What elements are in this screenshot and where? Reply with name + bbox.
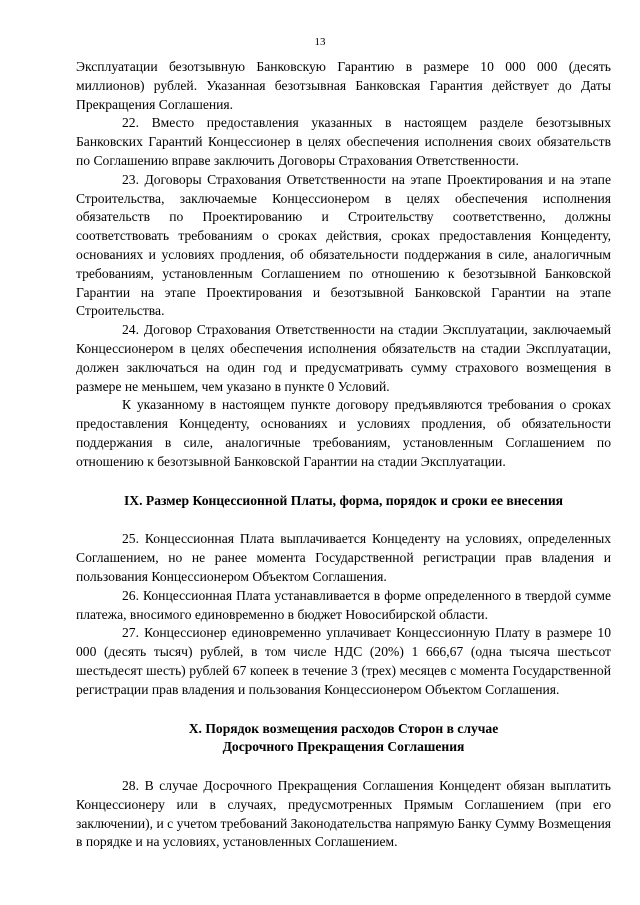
paragraph-22: 22. Вместо предоставления указанных в настоящем разделе безотзывных Банковских Гарантий Концессионер в целях обеспечения исполнения своих обязательств по Соглашению вправе заключить Договоры Страхования Ответственности. xyxy=(76,115,611,168)
document-body xyxy=(76,58,611,852)
section-x-heading-line2: Досрочного Прекращения Соглашения xyxy=(222,739,465,755)
paragraph-24-requirements: К указанному в настоящем пункте договору предъявляются требования о сроках предоставления Концеденту, основаниях и условиях продления, об обязательности поддержания в силе, аналогичные требованиям, установленным Соглашением по отношению к безотзывной Банковской Гарантии на стадии Эксплуатации. xyxy=(76,397,611,469)
page-number: 13 xyxy=(314,36,326,48)
paragraph-24: 24. Договор Страхования Ответственности на стадии Эксплуатации, заключаемый Концессионером в целях обеспечения исполнения обязательств на стадии Эксплуатации, должен заключаться на один год и предусматривать сумму страхового возмещения в размере не меньшем, чем указано в пункте 0 Условий. xyxy=(76,322,611,394)
section-ix-heading: IX. Размер Концессионной Платы, форма, порядок и сроки ее внесения xyxy=(123,492,564,508)
paragraph-continuation: Эксплуатации безотзывную Банковскую Гарантию в размере 10 000 000 (десять миллионов) рублей. Указанная безотзывная Банковская Гарантия действует до Даты Прекращения Соглашения. xyxy=(76,59,611,112)
paragraph-26: 26. Концессионная Плата устанавливается в форме определенного в твердой сумме платежа, вносимого единовременно в бюджет Новосибирской области. xyxy=(76,587,611,622)
paragraph-23: 23. Договоры Страхования Ответственности на этапе Проектирования и на этапе Строительства, заключаемые Концессионером в целях обеспечения исполнения обязательств по Проектированию и Строительству соответственно, должны соответствовать требованиям о сроках действия, сроках предоставления Концеденту, основаниях и условиях продления, об обязательности поддержания в силе, аналогичным требованиям, установленным Соглашением по отношению к безотзывной Банковской Гарантии на этапе Проектирования и безотзывной Банковской Гарантии на этапе Строительства. xyxy=(76,171,611,319)
paragraph-28: 28. В случае Досрочного Прекращения Соглашения Концедент обязан выплатить Концессионеру или в случаях, предусмотренных Прямым Соглашением (при его заключении), и с учетом требований Законодательства напрямую Банку Сумму Возмещения в порядке и на условиях, установленных Соглашением. xyxy=(76,778,611,850)
section-x-heading-line1: X. Порядок возмещения расходов Сторон в случае xyxy=(188,720,499,736)
paragraph-25: 25. Концессионная Плата выплачивается Концеденту на условиях, определенных Соглашением, но не ранее момента Государственной регистрации прав владения и пользования Концессионером Объектом Соглашения. xyxy=(76,531,611,584)
paragraph-27: 27. Концессионер единовременно уплачивает Концессионную Плату в размере 10 000 (десять тысяч) рублей, в том числе НДС (20%) 1 666,67 (одна тысяча шестьсот шестьдесят шесть) рублей 67 копеек в течение 3 (трех) месяцев с момента Государственной регистрации прав владения и пользования Концессионером Объектом Соглашения. xyxy=(76,625,611,697)
